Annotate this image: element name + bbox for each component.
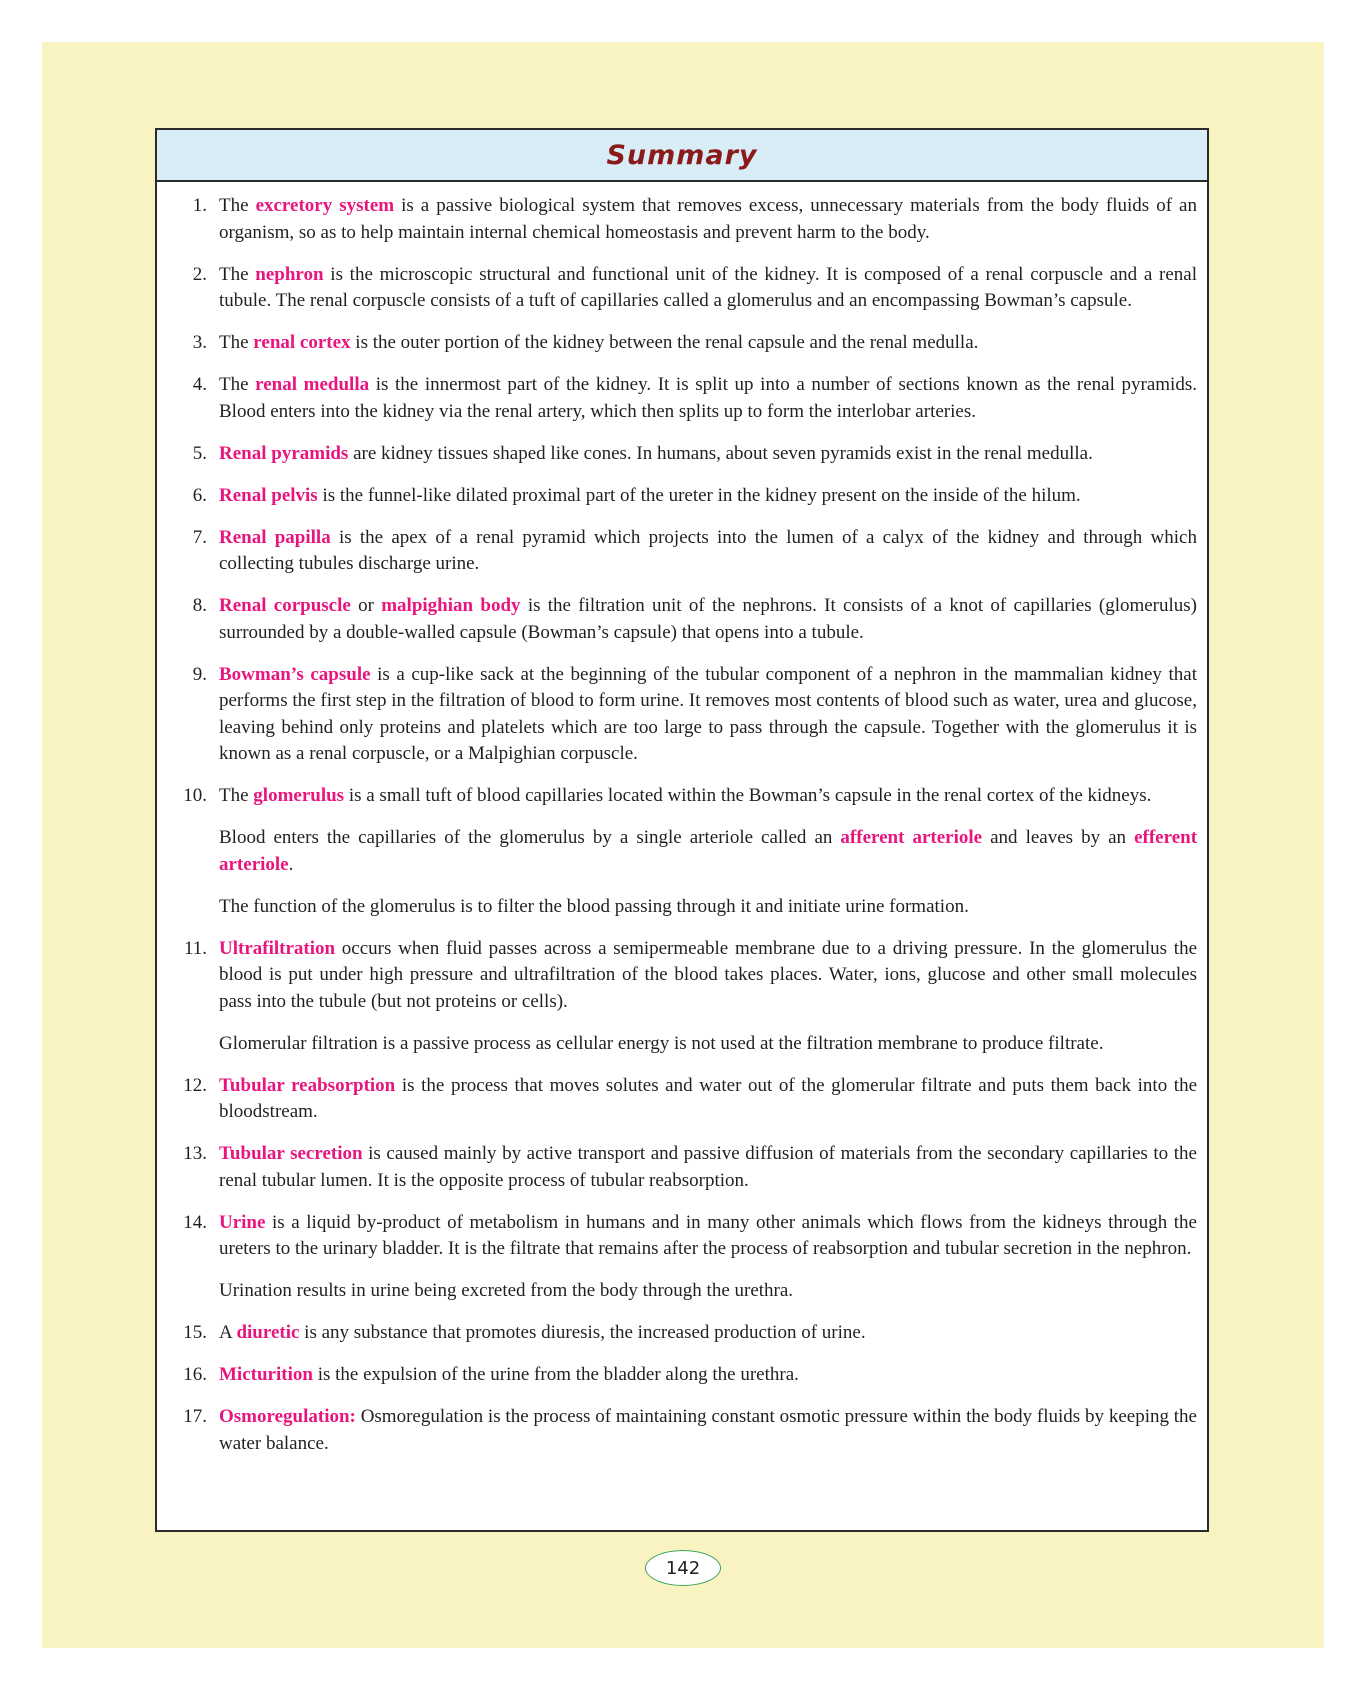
key-term: renal medulla — [255, 374, 370, 395]
item-number: 17. — [183, 1406, 207, 1427]
key-term: efferent arteriole — [219, 827, 1198, 875]
list-item — [169, 1210, 1197, 1305]
item-content — [219, 1141, 1197, 1194]
text-segment: are kidney tissues shaped like cones. In humans, about seven pyramids exist in the renal medulla. — [348, 442, 1093, 464]
key-term: Osmoregulation: — [219, 1406, 356, 1427]
item-number: 1. — [192, 195, 207, 216]
summary-box — [155, 128, 1209, 1532]
item-number: 9. — [192, 663, 207, 685]
item-number: 2. — [192, 263, 207, 285]
page-number: 142 — [645, 1550, 721, 1586]
text-segment: The — [219, 195, 256, 216]
key-term: renal cortex — [253, 332, 351, 353]
item-paragraph — [219, 1210, 1197, 1263]
item-number: 15. — [183, 1322, 207, 1343]
key-term: Ultrafiltration — [219, 937, 336, 959]
item-content — [219, 330, 1197, 357]
text-segment: Urination results in urine being excreted from the body through the urethra. — [219, 1280, 794, 1301]
item-content — [219, 593, 1197, 646]
item-paragraph — [219, 783, 1197, 810]
item-paragraph — [219, 936, 1197, 1016]
text-segment: is the outer portion of the kidney between the renal capsule and the renal medulla. — [350, 332, 979, 353]
list-item — [169, 525, 1197, 578]
item-paragraph — [219, 1073, 1197, 1126]
list-item — [169, 1320, 1197, 1347]
list-item — [169, 483, 1197, 510]
text-segment: is the filtration unit of the nephrons. It consists of a knot of capillaries (glomerulus) surrounded by a double-walled capsule (Bowman’s capsule) that opens into a tubule. — [219, 595, 1198, 643]
text-segment: is the funnel-like dilated proximal part of the ureter in the kidney present on the inside of the hilum. — [317, 484, 1081, 506]
list-item — [169, 441, 1197, 468]
item-number: 7. — [192, 526, 207, 548]
key-term: Renal corpuscle — [219, 595, 351, 616]
list-item — [169, 1404, 1197, 1457]
text-segment: is the process that moves solutes and water out of the glomerular filtrate and puts them back into the bloodstream. — [219, 1074, 1198, 1122]
key-term: Renal papilla — [219, 526, 331, 548]
item-number: 16. — [183, 1364, 207, 1385]
text-segment: A — [219, 1322, 237, 1343]
list-item — [169, 372, 1197, 425]
item-content — [219, 372, 1197, 425]
key-term: excretory system — [255, 195, 395, 216]
text-segment: is a cup-like sack at the beginning of the tubular component of a nephron in the mammalian kidney that performs the first step in the filtration of blood to form urine. It removes most contents of blood such as water, urea and glucose, leaving behind only proteins and platelets which are too large to pass through the capsule. Together with the glomerulus it is known as a renal corpuscle, or a Malpighian corpuscle. — [219, 663, 1197, 764]
item-content — [219, 525, 1197, 578]
text-segment: is the expulsion of the urine from the bladder along the urethra. — [312, 1364, 799, 1385]
list-item — [169, 1073, 1197, 1126]
list-item — [169, 193, 1197, 246]
item-content — [219, 662, 1197, 768]
item-number: 6. — [192, 484, 207, 506]
item-number: 13. — [183, 1143, 207, 1164]
item-number: 12. — [183, 1074, 207, 1096]
summary-list — [157, 182, 1207, 1457]
item-number: 11. — [183, 937, 207, 959]
item-number: 3. — [192, 332, 207, 353]
item-paragraph — [219, 894, 1197, 921]
item-paragraph — [219, 1362, 1197, 1389]
text-segment: occurs when fluid passes across a semipermeable membrane due to a driving pressure. In the glomerulus the blood is put under high pressure and ultrafiltration of the blood takes places. Water, ions, glucose and other small molecules pass into the tubule (but not proteins or cells). — [219, 937, 1197, 1012]
text-segment: The function of the glomerulus is to filter the blood passing through it and initiate urine formation. — [219, 895, 969, 917]
item-paragraph — [219, 1141, 1197, 1194]
item-number: 14. — [183, 1211, 207, 1233]
item-content — [219, 1210, 1197, 1305]
item-content — [219, 193, 1197, 246]
key-term: Tubular secretion — [219, 1143, 363, 1164]
item-paragraph — [219, 372, 1197, 425]
key-term: diuretic — [236, 1322, 300, 1343]
item-content — [219, 1404, 1197, 1457]
item-paragraph — [219, 441, 1197, 468]
item-paragraph — [219, 262, 1197, 315]
item-paragraph — [219, 1031, 1197, 1058]
item-content — [219, 1362, 1197, 1389]
key-term: Bowman’s capsule — [219, 663, 371, 685]
key-term: afferent arteriole — [840, 827, 983, 848]
item-number: 8. — [192, 595, 207, 616]
text-segment: is a liquid by-product of metabolism in humans and in many other animals which flows from the kidneys through the ureters to the urinary bladder. It is the filtrate that remains after the process of reabsorption and tubular secretion in the nephron. — [219, 1211, 1197, 1259]
text-segment: The — [219, 332, 254, 353]
item-content — [219, 262, 1197, 315]
text-segment: . — [288, 853, 294, 875]
key-term: Micturition — [219, 1364, 313, 1385]
item-paragraph — [219, 1404, 1197, 1457]
text-segment: The — [219, 374, 256, 395]
list-item — [169, 1362, 1197, 1389]
text-segment: is any substance that promotes diuresis, the increased production of urine. — [299, 1322, 866, 1343]
summary-title: Summary — [606, 139, 758, 171]
item-content — [219, 441, 1197, 468]
item-paragraph — [219, 483, 1197, 510]
item-paragraph — [219, 1320, 1197, 1347]
item-content — [219, 483, 1197, 510]
item-paragraph — [219, 525, 1197, 578]
text-segment: and leaves by an — [982, 827, 1135, 848]
item-content — [219, 936, 1197, 1058]
item-paragraph — [219, 662, 1197, 768]
list-item — [169, 783, 1197, 920]
key-term: Tubular reabsorption — [219, 1074, 396, 1096]
list-item — [169, 262, 1197, 315]
text-segment: is a small tuft of blood capillaries located within the Bowman’s capsule in the renal cortex of the kidneys. — [344, 785, 1152, 806]
summary-header — [157, 130, 1207, 182]
list-item — [169, 593, 1197, 646]
item-paragraph — [219, 193, 1197, 246]
text-segment: Glomerular filtration is a passive process as cellular energy is not used at the filtration membrane to produce filtrate. — [219, 1032, 1104, 1054]
item-number: 5. — [192, 442, 207, 464]
key-term: Urine — [219, 1211, 266, 1233]
item-paragraph — [219, 330, 1197, 357]
text-segment: is the microscopic structural and functional unit of the kidney. It is composed of a renal corpuscle and a renal tubule. The renal corpuscle consists of a tuft of capillaries called a glomerulus and an encompassing Bowman’s capsule. — [219, 263, 1197, 311]
item-paragraph — [219, 593, 1197, 646]
key-term: Renal pelvis — [219, 484, 318, 506]
key-term: glomerulus — [253, 785, 345, 806]
item-content — [219, 1320, 1197, 1347]
text-segment: is a passive biological system that removes excess, unnecessary materials from the body fluids of an organism, so as to help maintain internal chemical homeostasis and prevent harm to the body. — [219, 195, 1197, 243]
list-item — [169, 330, 1197, 357]
text-segment: is the apex of a renal pyramid which projects into the lumen of a calyx of the kidney and through which collecting tubules discharge urine. — [219, 526, 1197, 574]
text-segment: Osmoregulation is the process of maintaining constant osmotic pressure within the body fluids by keeping the water balance. — [219, 1406, 1197, 1454]
item-paragraph — [219, 1278, 1197, 1305]
text-segment: is caused mainly by active transport and passive diffusion of materials from the secondary capillaries to the renal tubular lumen. It is the opposite process of tubular reabsorption. — [219, 1143, 1197, 1191]
list-item — [169, 936, 1197, 1058]
key-term: Renal pyramids — [219, 442, 349, 464]
item-paragraph — [219, 825, 1197, 878]
text-segment: Blood enters the capillaries of the glomerulus by a single arteriole called an — [219, 827, 841, 848]
key-term: nephron — [255, 263, 324, 285]
text-segment: The — [219, 263, 256, 285]
text-segment: The — [219, 785, 254, 806]
list-item — [169, 1141, 1197, 1194]
item-content — [219, 1073, 1197, 1126]
text-segment: is the innermost part of the kidney. It is split up into a number of sections known as the renal pyramids. Blood enters into the kidney via the renal artery, which then splits up to form the interlobar arteries. — [219, 374, 1197, 422]
item-content — [219, 783, 1197, 920]
key-term: malpighian body — [381, 595, 521, 616]
text-segment: or — [350, 595, 382, 616]
list-item — [169, 662, 1197, 768]
item-number: 4. — [192, 374, 207, 395]
item-number: 10. — [183, 785, 207, 806]
